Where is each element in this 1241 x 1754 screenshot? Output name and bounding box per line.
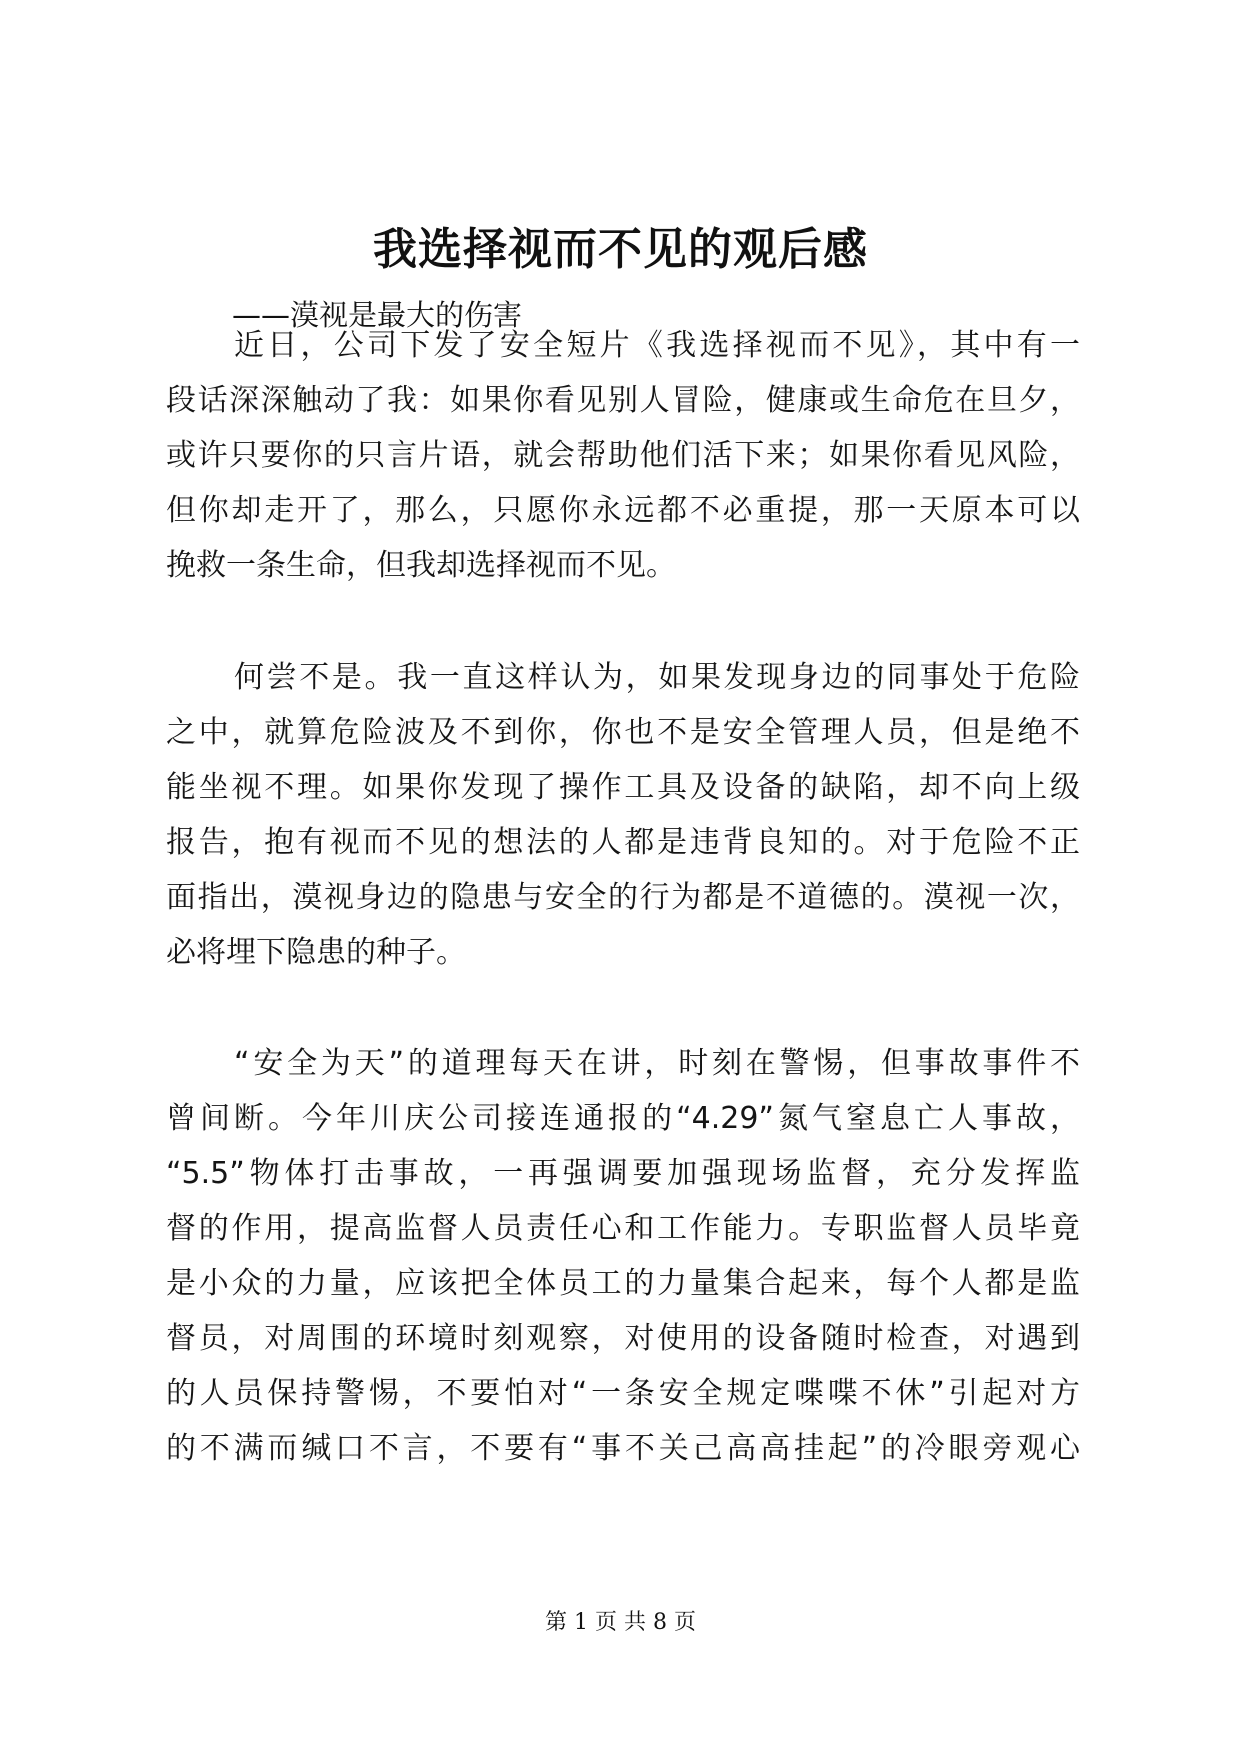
paragraph-line: 是小众的力量，应该把全体员工的力量集合起来，每个人都是监 [166, 1266, 1080, 1301]
page-footer: 第 1 页 共 8 页 [545, 1610, 696, 1635]
paragraph-line: 督员，对周围的环境时刻观察，对使用的设备随时检查，对遇到 [166, 1321, 1080, 1356]
paragraph-line: 必将埋下隐患的种子。 [166, 935, 466, 970]
paragraph-line: 挽救一条生命，但我却选择视而不见。 [166, 548, 676, 583]
document-subtitle: ——漠视是最大的伤害 [232, 298, 523, 332]
paragraph-line: 近日，公司下发了安全短片《我选择视而不见》，其中有一 [234, 328, 1080, 363]
document-title: 我选择视而不见的观后感 [373, 224, 868, 275]
paragraph-line: “5.5”物体打击事故，一再强调要加强现场监督，充分发挥监 [166, 1156, 1080, 1191]
paragraph-line: “安全为天”的道理每天在讲，时刻在警惕，但事故事件不 [234, 1046, 1080, 1081]
paragraph-line: 督的作用，提高监督人员责任心和工作能力。专职监督人员毕竟 [166, 1211, 1080, 1246]
paragraph-line: 能坐视不理。如果你发现了操作工具及设备的缺陷，却不向上级 [166, 770, 1080, 805]
paragraph-line: 何尝不是。我一直这样认为，如果发现身边的同事处于危险 [234, 660, 1080, 695]
paragraph-line: 曾间断。今年川庆公司接连通报的“4.29”氮气窒息亡人事故， [166, 1101, 1080, 1136]
paragraph-line: 报告，抱有视而不见的想法的人都是违背良知的。对于危险不正 [166, 825, 1080, 860]
paragraph-line: 的人员保持警惕，不要怕对“一条安全规定喋喋不休”引起对方 [166, 1376, 1080, 1411]
paragraph-line: 面指出，漠视身边的隐患与安全的行为都是不道德的。漠视一次， [166, 880, 1080, 915]
paragraph-line: 或许只要你的只言片语，就会帮助他们活下来；如果你看见风险， [166, 438, 1080, 473]
paragraph-line: 的不满而缄口不言，不要有“事不关己高高挂起”的冷眼旁观心 [166, 1431, 1080, 1466]
paragraph-line: 之中，就算危险波及不到你，你也不是安全管理人员，但是绝不 [166, 715, 1080, 750]
paragraph-line: 段话深深触动了我：如果你看见别人冒险，健康或生命危在旦夕， [166, 383, 1080, 418]
paragraph-line: 但你却走开了，那么，只愿你永远都不必重提，那一天原本可以 [166, 493, 1080, 528]
